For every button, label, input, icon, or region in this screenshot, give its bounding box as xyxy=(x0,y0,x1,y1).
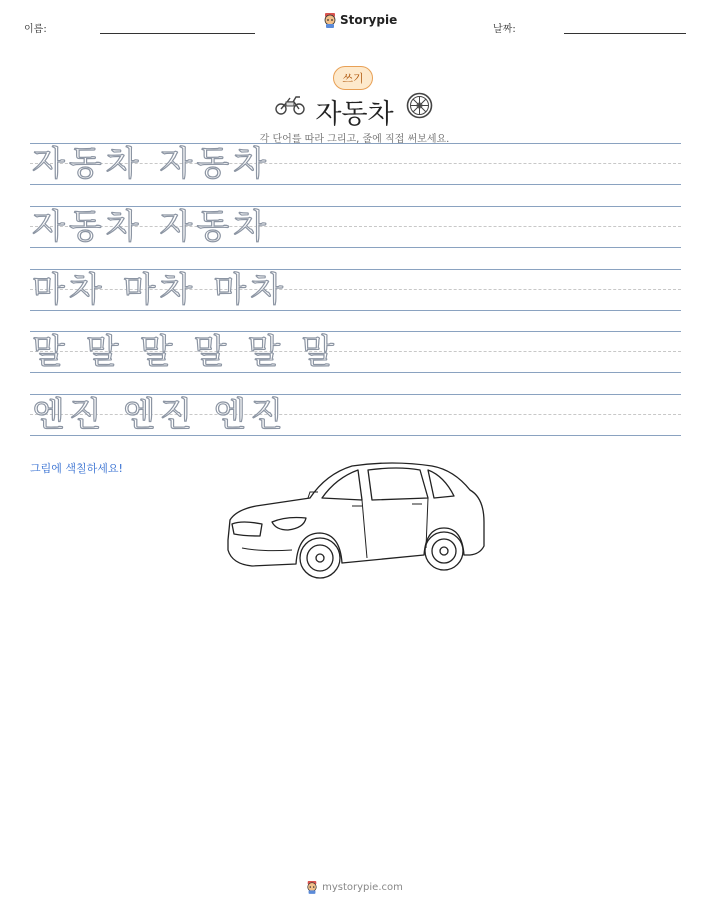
trace-word: 마차 xyxy=(32,270,106,310)
trace-row[interactable] xyxy=(30,394,681,436)
mascot-icon xyxy=(306,880,318,894)
brand-name: Storypie xyxy=(340,13,398,27)
page-title: 자동차 xyxy=(315,99,394,130)
wheel-icon xyxy=(406,92,433,119)
coloring-instruction: 그림에 색칠하세요! xyxy=(30,462,123,475)
trace-row[interactable] xyxy=(30,206,681,248)
trace-word: 마차 xyxy=(122,270,197,310)
trace-word: 말 xyxy=(32,332,69,372)
car-coloring-image[interactable] xyxy=(222,458,487,584)
trace-word: 엔진 xyxy=(32,395,106,435)
name-label: 이름: xyxy=(24,24,47,35)
footer xyxy=(0,880,709,894)
date-label: 날짜: xyxy=(493,24,516,35)
trace-word: 말 xyxy=(193,332,231,372)
brand-logo xyxy=(323,12,397,28)
trace-word: 말 xyxy=(139,332,177,372)
trace-row[interactable] xyxy=(30,269,681,311)
instructions: 각 단어를 따라 그리고, 줄에 직접 써보세요. xyxy=(259,134,450,145)
trace-word: 마차 xyxy=(213,270,288,310)
trace-word: 말 xyxy=(301,332,339,372)
trace-word: 엔진 xyxy=(122,395,197,435)
mascot-icon xyxy=(323,12,337,28)
footer-url[interactable]: mystorypie.com xyxy=(322,881,403,893)
trace-word: 자동차 xyxy=(159,144,271,184)
trace-word: 말 xyxy=(85,332,123,372)
trace-row[interactable] xyxy=(30,331,681,373)
date-line[interactable] xyxy=(564,33,686,34)
name-line[interactable] xyxy=(100,33,255,34)
trace-row[interactable] xyxy=(30,143,681,185)
trace-word: 자동차 xyxy=(32,207,143,247)
writing-badge: 쓰기 xyxy=(333,66,373,90)
trace-word: 엔진 xyxy=(213,395,288,435)
trace-word: 말 xyxy=(247,332,285,372)
trace-word: 자동차 xyxy=(32,144,143,184)
trace-word: 자동차 xyxy=(159,207,271,247)
